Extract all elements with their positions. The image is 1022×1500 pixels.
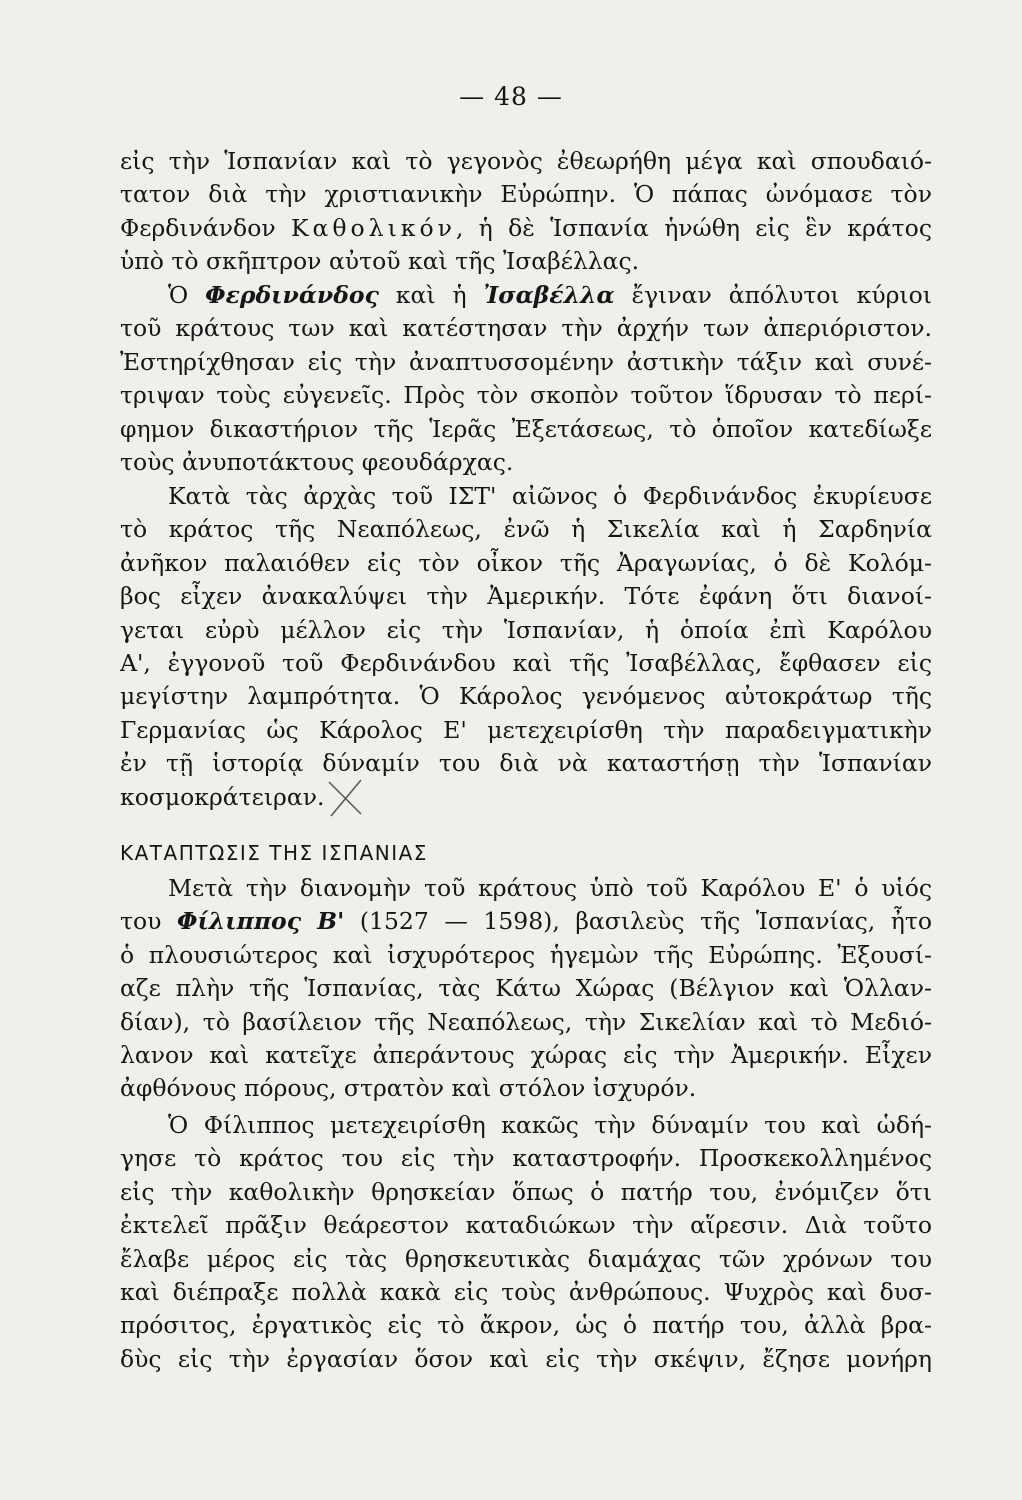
pencil-x-mark	[325, 778, 365, 818]
text-line: ἀφθόνους πόρους, στρατὸν καὶ στόλον ἰσχυρόν.	[120, 1074, 697, 1103]
paragraph-philip-misrule	[120, 1109, 932, 1376]
text-line: αζε πλὴν τῆς Ἱσπανίας, τὰς Κάτω Χώρας (Βέλγιον καὶ Ὁλλαν-	[120, 974, 932, 1003]
text-line: εἰς τὴν καθολικὴν θρησκείαν ὅπως ὁ πατήρ του, ἐνόμιζεν ὅτι	[120, 1177, 932, 1206]
text-line: Κατὰ τὰς ἀρχὰς τοῦ ΙΣΤ' αἰῶνος ὁ Φερδινάνδος ἐκυρίευσε	[168, 482, 932, 510]
paragraph-intro	[120, 145, 932, 279]
name-ferdinand: Φερδινάνδος	[205, 281, 379, 309]
text-line: γησε τὸ κράτος του εἰς τὴν καταστροφήν. Προσκεκολλημένος	[120, 1144, 932, 1173]
text-line: πρόσιτος, ἐργατικὸς εἰς τὸ ἄκρον, ὡς ὁ πατήρ του, ἀλλὰ βρα-	[120, 1311, 932, 1340]
text-line: εἰς τὴν Ἱσπανίαν καὶ τὸ γεγονὸς ἐθεωρήθη μέγα καὶ σπουδαιό-	[120, 147, 932, 175]
paragraph-ferdinand-isabella	[120, 279, 932, 479]
text-line: βος εἶχεν ἀνακαλύψει τὴν Ἀμερικήν. Τότε ἐφάνη ὅτι διανοί-	[120, 582, 932, 611]
text-line: Ὁ Φίλιππος μετεχειρίσθη κακῶς τὴν δύναμίν του καὶ ὡδή-	[168, 1111, 932, 1139]
paragraph-philip-ii	[120, 872, 932, 1106]
section-heading	[120, 838, 932, 868]
name-philip-ii: Φίλιππος Β'	[176, 907, 345, 936]
text-line: τὸ κράτος τῆς Νεαπόλεως, ἐνῶ ἡ Σικελία καὶ ἡ Σαρδηνία	[120, 515, 932, 544]
text-line: φημον δικαστήριον τῆς Ἱερᾶς Ἐξετάσεως, τὸ ὁποῖον κατεδίωξε	[120, 414, 932, 443]
paragraph-16th-century	[120, 480, 932, 814]
text-line: ἐν τῇ ἱστορίᾳ δύναμίν του διὰ νὰ καταστήσῃ τὴν Ἱσπανίαν	[120, 749, 932, 778]
text-line: ὁ πλουσιώτερος καὶ ἰσχυρότερος ἡγεμὼν τῆς Εὐρώπης. Ἐξουσί-	[120, 940, 932, 969]
text-line: κοσμοκράτειραν.	[120, 782, 325, 811]
heading-decline-of-spain: ΚΑΤΑΠΤΩΣΙΣ ΤΗΣ ΙΣΠΑΝΙΑΣ	[120, 841, 428, 865]
text-line: του Φίλιππος Β' (1527 — 1598), βασιλεὺς τῆς Ἱσπανίας, ἦτο	[120, 907, 932, 936]
text-line: δίαν), τὸ βασίλειον τῆς Νεαπόλεως, τὴν Σικελίαν καὶ τὸ Μεδιό-	[120, 1007, 932, 1036]
text-line: τοὺς ἀνυποτάκτους φεουδάρχας.	[120, 447, 514, 476]
text-line: ὑπὸ τὸ σκῆπτρον αὐτοῦ καὶ τῆς Ἰσαβέλλας.	[120, 247, 640, 276]
text-line: τατον διὰ τὴν χριστιανικὴν Εὐρώπην. Ὁ πάπας ὠνόμασε τὸν	[120, 180, 932, 209]
text-line: Γερμανίας ὡς Κάρολος Ε' μετεχειρίσθη τὴν παραδειγματικὴν	[120, 715, 932, 744]
text-line: Μετὰ τὴν διανομὴν τοῦ κράτους ὑπὸ τοῦ Καρόλου Ε' ὁ υἱός	[168, 874, 932, 902]
text-line: τριψαν τοὺς εὐγενεῖς. Πρὸς τὸν σκοπὸν τοῦτον ἵδρυσαν τὸ περί-	[120, 381, 932, 410]
text-line: Ὁ Φερδινάνδος καὶ ἡ Ἰσαβέλλα ἔγιναν ἀπόλυτοι κύριοι	[168, 281, 932, 309]
page-number: — 48 —	[459, 82, 563, 111]
text-line: μεγίστην λαμπρότητα. Ὁ Κάρολος γενόμενος αὐτοκράτωρ τῆς	[120, 682, 932, 711]
text-line: Α', ἐγγονοῦ τοῦ Φερδινάνδου καὶ τῆς Ἰσαβέλλας, ἔφθασεν εἰς	[120, 648, 932, 677]
text-line: ἀνῆκον παλαιόθεν εἰς τὸν οἶκον τῆς Ἀραγωνίας, ὁ δὲ Κολόμ-	[120, 548, 932, 577]
spaced-emphasis: Καθολικόν	[290, 213, 456, 242]
text-line: Φερδινάνδον Καθολικόν, ἡ δὲ Ἱσπανία ἡνώθη εἰς ἓν κράτος	[120, 213, 932, 242]
text-line: ἐκτελεῖ πρᾶξιν θεάρεστον καταδιώκων τὴν αἵρεσιν. Διὰ τοῦτο	[120, 1211, 932, 1240]
text-line: γεται εὐρὺ μέλλον εἰς τὴν Ἱσπανίαν, ἡ ὁποία ἐπὶ Καρόλου	[120, 615, 932, 644]
text-line: λανον καὶ κατεῖχε ἀπεράντους χώρας εἰς τὴν Ἀμερικήν. Εἶχεν	[120, 1040, 932, 1069]
text-line: ἔλαβε μέρος εἰς τὰς θρησκευτικὰς διαμάχας τῶν χρόνων του	[120, 1244, 932, 1273]
text-line: τοῦ κράτους των καὶ κατέστησαν τὴν ἀρχήν των ἀπεριόριστον.	[120, 314, 932, 343]
text-line: Ἐστηρίχθησαν εἰς τὴν ἀναπτυσσομένην ἀστικὴν τάξιν καὶ συνέ-	[120, 347, 932, 376]
name-isabella: Ἰσαβέλλα	[483, 281, 615, 309]
text-line: δὺς εἰς τὴν ἐργασίαν ὅσον καὶ εἰς τὴν σκέψιν, ἔζησε μονήρη	[120, 1344, 932, 1373]
text-line: καὶ διέπραξε πολλὰ κακὰ εἰς τοὺς ἀνθρώπους. Ψυχρὸς καὶ δυσ-	[120, 1277, 932, 1306]
